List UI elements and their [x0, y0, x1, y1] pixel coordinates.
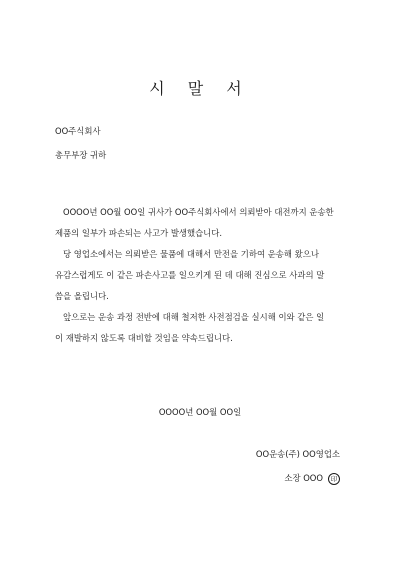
document-body	[55, 207, 347, 354]
body-line	[55, 249, 347, 270]
body-line	[55, 207, 347, 228]
body-text: 제품의 일부가 파손되는 사고가 발생했습니다.	[55, 228, 223, 238]
sender-signature	[284, 472, 340, 485]
body-line	[55, 270, 347, 291]
sender-organization: OO운송(주) OO영업소	[255, 449, 340, 459]
body-line	[55, 228, 347, 249]
body-text: 앞으로는 운송 과정 전반에 대해 철저한 사전점검을 실시해 이와 같은 일	[63, 312, 325, 322]
body-text: 이 재발하지 않도록 대비할 것임을 약속드립니다.	[55, 333, 233, 343]
body-text: 씀을 올립니다.	[55, 291, 109, 301]
recipient-person: 총무부장 귀하	[55, 150, 107, 160]
body-line	[55, 333, 347, 354]
body-line	[55, 291, 347, 312]
recipient-company: OO주식회사	[55, 126, 101, 136]
document-date: OOOO년 OO월 OO일	[158, 407, 242, 417]
sender-name: 소장 OOO	[284, 473, 323, 483]
body-line	[55, 312, 347, 333]
body-text: OOOO년 OO월 OO일 귀사가 OO주식회사에서 의뢰받아 대전까지 운송한	[63, 207, 334, 217]
document-title: 시 말 서	[149, 79, 251, 98]
body-text: 유감스럽게도 이 같은 파손사고를 일으키게 된 데 대해 진심으로 사과의 말	[55, 270, 325, 280]
seal-mark: 印	[328, 473, 340, 485]
body-text: 당 영업소에서는 의뢰받은 물품에 대해서 만전을 기하여 운송해 왔으나	[63, 249, 319, 259]
